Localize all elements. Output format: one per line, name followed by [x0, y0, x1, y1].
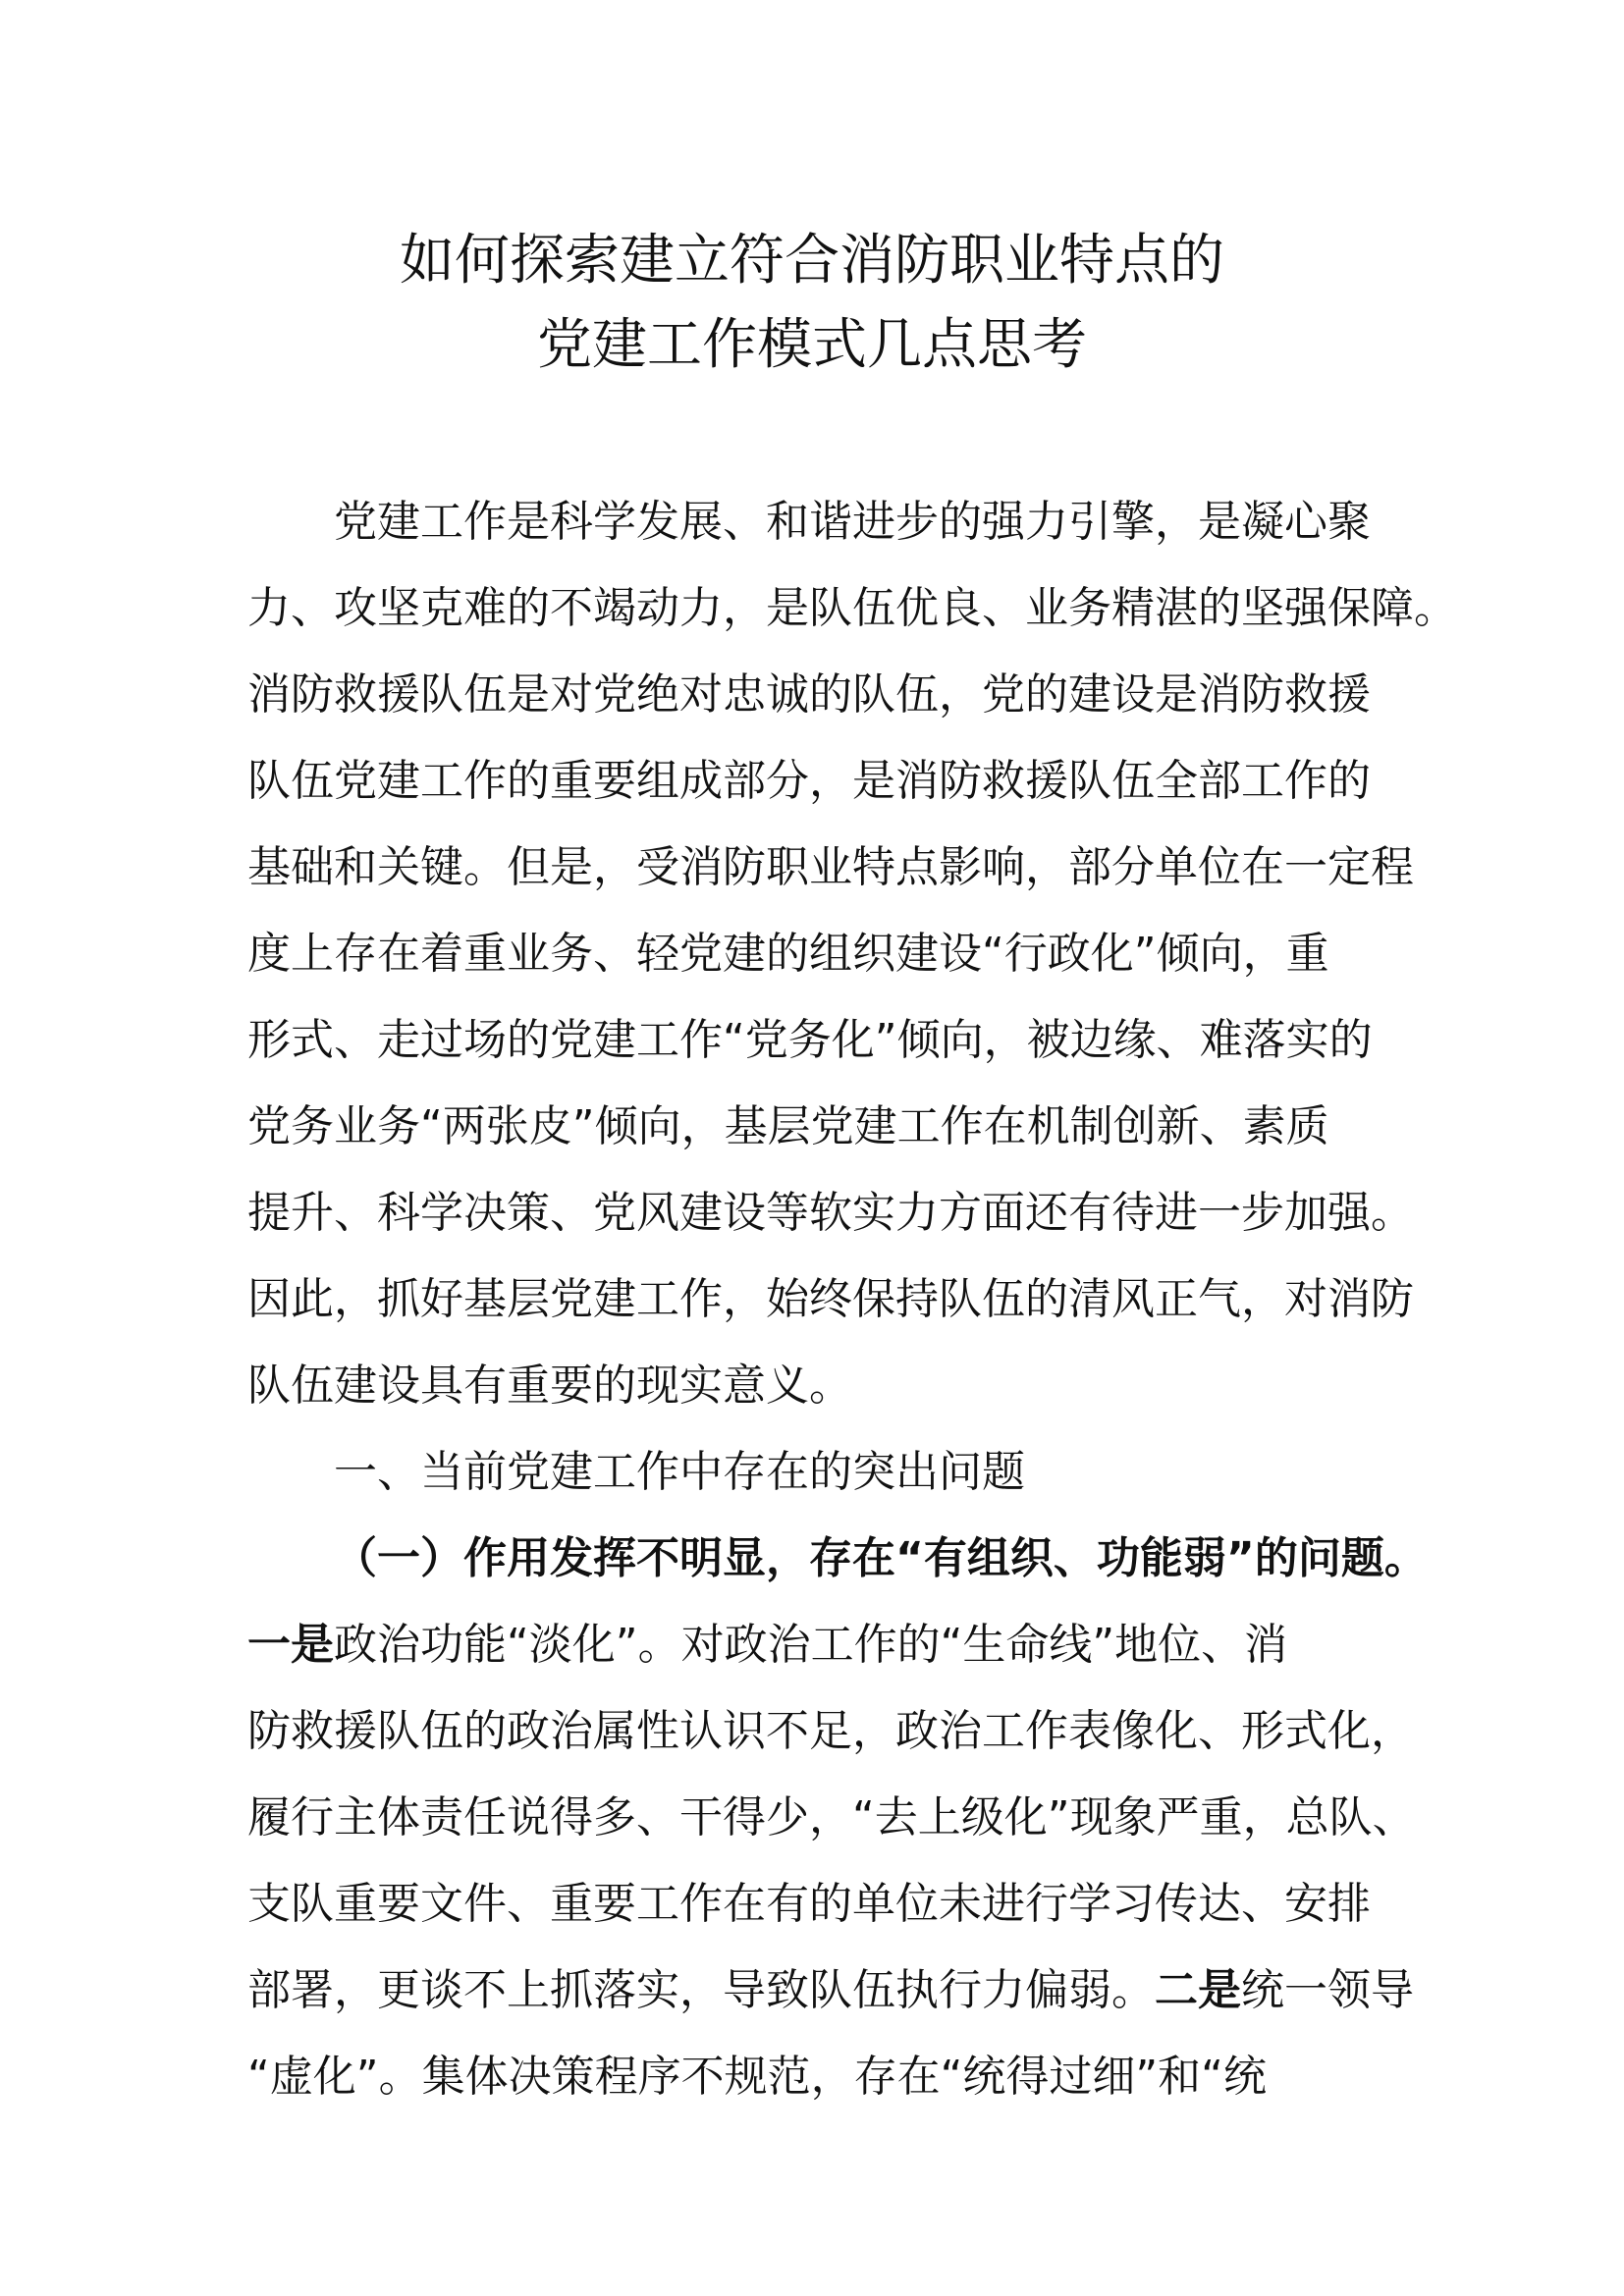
section-1-heading: 一、当前党建工作中存在的突出问题 — [334, 1447, 1025, 1497]
subsection-1-line-4: 支队重要文件、重要工作在有的单位未进行学习传达、安排 — [247, 1879, 1371, 1929]
point-one-text-end: 部署，更谈不上抓落实，导致队伍执行力偏弱。 — [247, 1965, 1155, 2015]
subsection-1-line-5 — [247, 1948, 1414, 2034]
subsection-1-line-6: “虚化”。集体决策程序不规范，存在“统得过细”和“统 — [247, 2052, 1267, 2102]
subsection-1-heading: （一）作用发挥不明显，存在“有组织、功能弱”的问题。 — [334, 1533, 1428, 1583]
paragraph-1-line-6: 度上存在着重业务、轻党建的组织建设“行政化”倾向，重 — [247, 929, 1329, 979]
document-title-line-1: 如何探索建立符合消防职业特点的 — [400, 229, 1224, 293]
paragraph-1-line-5: 基础和关键。但是，受消防职业特点影响，部分单位在一定程 — [247, 842, 1414, 892]
paragraph-1-line-4: 队伍党建工作的重要组成部分，是消防救援队伍全部工作的 — [247, 756, 1371, 806]
subsection-1-line-3: 履行主体责任说得多、干得少，“去上级化”现象严重，总队、 — [247, 1792, 1416, 1842]
paragraph-1-line-3: 消防救援队伍是对党绝对忠诚的队伍，党的建设是消防救援 — [247, 669, 1371, 720]
paragraph-1-line-2: 力、攻坚克难的不竭动力，是队伍优良、业务精湛的坚强保障。 — [247, 583, 1457, 633]
paragraph-1-line-11: 队伍建设具有重要的现实意义。 — [247, 1361, 852, 1411]
paragraph-1-line-9: 提升、科学决策、党风建设等软实力方面还有待进一步加强。 — [247, 1188, 1414, 1238]
paragraph-1-line-8: 党务业务“两张皮”倾向，基层党建工作在机制创新、素质 — [247, 1101, 1329, 1151]
point-one-label: 一是 — [247, 1620, 334, 1670]
subsection-1-line-2: 防救援队伍的政治属性认识不足，政治工作表像化、形式化， — [247, 1706, 1414, 1756]
paragraph-1-line-1: 党建工作是科学发展、和谐进步的强力引擎，是凝心聚 — [334, 497, 1371, 547]
point-one-text: 政治功能“淡化”。对政治工作的“生命线”地位、消 — [334, 1620, 1288, 1670]
point-two-text: 统一领导 — [1241, 1965, 1414, 2015]
point-two-label: 二是 — [1155, 1965, 1241, 2015]
document-body — [247, 479, 1457, 2120]
document-title-line-2: 党建工作模式几点思考 — [537, 313, 1087, 377]
paragraph-1-line-7: 形式、走过场的党建工作“党务化”倾向，被边缘、难落实的 — [247, 1015, 1373, 1065]
subsection-1-line-1 — [247, 1602, 1396, 1688]
paragraph-1-line-10: 因此，抓好基层党建工作，始终保持队伍的清风正气，对消防 — [247, 1274, 1414, 1324]
